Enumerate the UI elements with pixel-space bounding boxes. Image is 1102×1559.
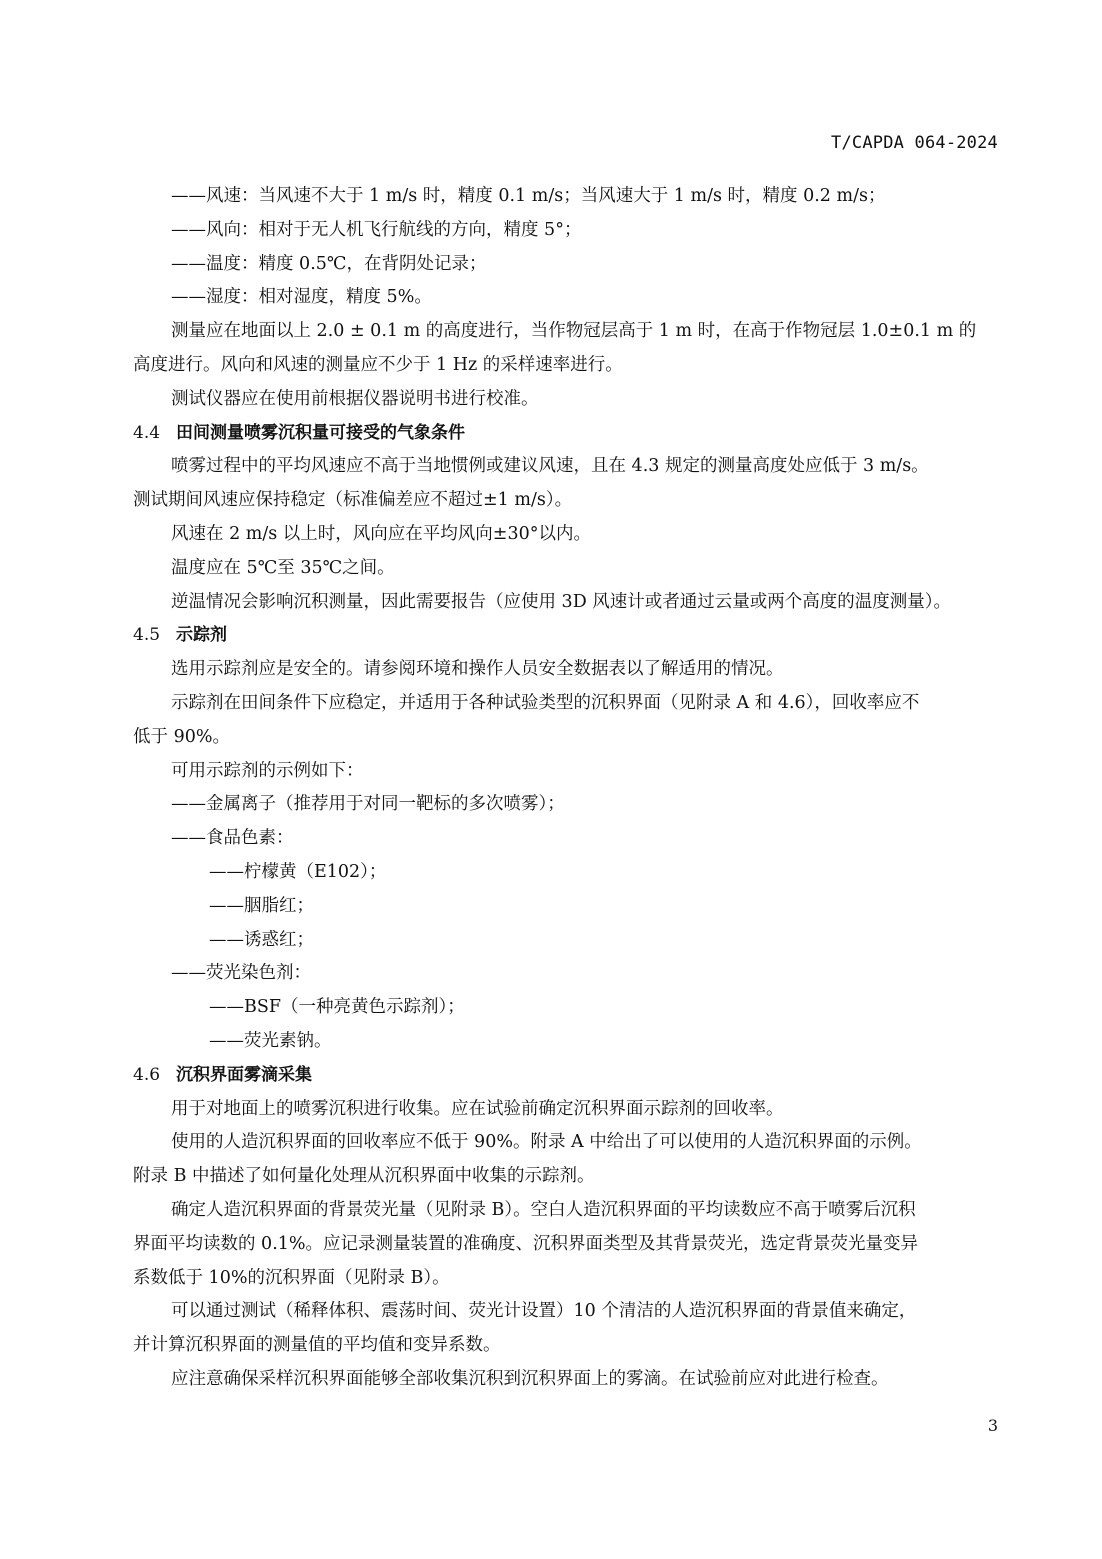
paragraph-line: 系数低于 10%的沉积界面（见附录 B）。 — [133, 1267, 450, 1288]
list-item: ——食品色素： — [171, 828, 294, 849]
paragraph-line: 可用示踪剂的示例如下： — [171, 760, 364, 781]
paragraph-line: 低于 90%。 — [133, 726, 230, 747]
paragraph-line: 附录 B 中描述了如何量化处理从沉积界面中收集的示踪剂。 — [133, 1166, 595, 1187]
page-number: 3 — [987, 1416, 998, 1435]
list-item: ——金属离子（推荐用于对同一靶标的多次喷雾）； — [171, 794, 565, 815]
paragraph-line: ——湿度：相对湿度，精度 5%。 — [171, 287, 432, 308]
section-number: 4.6 — [133, 1064, 161, 1085]
document-code: T/CAPDA 064-2024 — [831, 133, 998, 153]
paragraph-line: 确定人造沉积界面的背景荧光量（见附录 B）。空白人造沉积界面的平均读数应不高于喷雾后沉积 — [171, 1199, 916, 1220]
paragraph-line: 喷雾过程中的平均风速应不高于当地惯例或建议风速，且在 4.3 规定的测量高度处应低于 3 m/s。 — [171, 456, 929, 477]
paragraph-line: ——风向：相对于无人机飞行航线的方向，精度 5°； — [171, 219, 582, 240]
paragraph-line: 用于对地面上的喷雾沉积进行收集。应在试验前确定沉积界面示踪剂的回收率。 — [171, 1098, 784, 1119]
sub-list-item: ——柠檬黄（E102）； — [209, 861, 387, 882]
section-title: 沉积界面雾滴采集 — [176, 1064, 313, 1085]
section-heading — [133, 1059, 999, 1093]
section-number: 4.5 — [133, 625, 161, 646]
sub-list-item: ——诱惑红； — [209, 929, 314, 950]
paragraph-line: 测量应在地面以上 2.0 ± 0.1 m 的高度进行，当作物冠层高于 1 m 时，在高于作物冠层 1.0±0.1 m 的 — [171, 321, 977, 342]
paragraph-line: 应注意确保采样沉积界面能够全部收集沉积到沉积界面上的雾滴。在试验前应对此进行检查。 — [171, 1368, 889, 1389]
paragraph-line: 使用的人造沉积界面的回收率应不低于 90%。附录 A 中给出了可以使用的人造沉积界面的示例。 — [171, 1132, 922, 1153]
paragraph-line: 测试仪器应在使用前根据仪器说明书进行校准。 — [171, 388, 539, 409]
paragraph-line: 测试期间风速应保持稳定（标准偏差应不超过±1 m/s）。 — [133, 490, 573, 511]
paragraph-line: 选用示踪剂应是安全的。请参阅环境和操作人员安全数据表以了解适用的情况。 — [171, 659, 784, 680]
section-number: 4.4 — [133, 422, 161, 443]
document-body — [133, 180, 999, 1397]
sub-list-item: ——BSF（一种亮黄色示踪剂）； — [209, 997, 465, 1018]
paragraph-line: 温度应在 5℃至 35℃之间。 — [171, 557, 395, 578]
section-title: 田间测量喷雾沉积量可接受的气象条件 — [176, 422, 466, 443]
sub-list-item: ——胭脂红； — [209, 895, 314, 916]
paragraph-line: 风速在 2 m/s 以上时，风向应在平均风向±30°以内。 — [171, 523, 591, 544]
list-item: ——荧光染色剂： — [171, 963, 311, 984]
section-heading — [133, 619, 999, 653]
paragraph-line: 高度进行。风向和风速的测量应不少于 1 Hz 的采样速率进行。 — [133, 354, 623, 375]
paragraph-line: 可以通过测试（稀释体积、震荡时间、荧光计设置）10 个清洁的人造沉积界面的背景值来确定， — [171, 1301, 917, 1322]
paragraph-line: 示踪剂在田间条件下应稳定，并适用于各种试验类型的沉积界面（见附录 A 和 4.6），回收率应不 — [171, 692, 920, 713]
paragraph-line: 逆温情况会影响沉积测量，因此需要报告（应使用 3D 风速计或者通过云量或两个高度的温度测量）。 — [171, 591, 952, 612]
section-title: 示踪剂 — [176, 625, 228, 646]
paragraph-line: ——风速：当风速不大于 1 m/s 时，精度 0.1 m/s；当风速大于 1 m/s 时，精度 0.2 m/s； — [171, 186, 886, 206]
sub-list-item: ——荧光素钠。 — [209, 1030, 332, 1051]
paragraph-line: 并计算沉积界面的测量值的平均值和变异系数。 — [133, 1335, 501, 1356]
paragraph-line: ——温度：精度 0.5℃，在背阴处记录； — [171, 253, 487, 274]
section-heading — [133, 417, 999, 451]
paragraph-line: 界面平均读数的 0.1%。应记录测量装置的准确度、沉积界面类型及其背景荧光，选定背景荧光量变异 — [133, 1233, 919, 1254]
